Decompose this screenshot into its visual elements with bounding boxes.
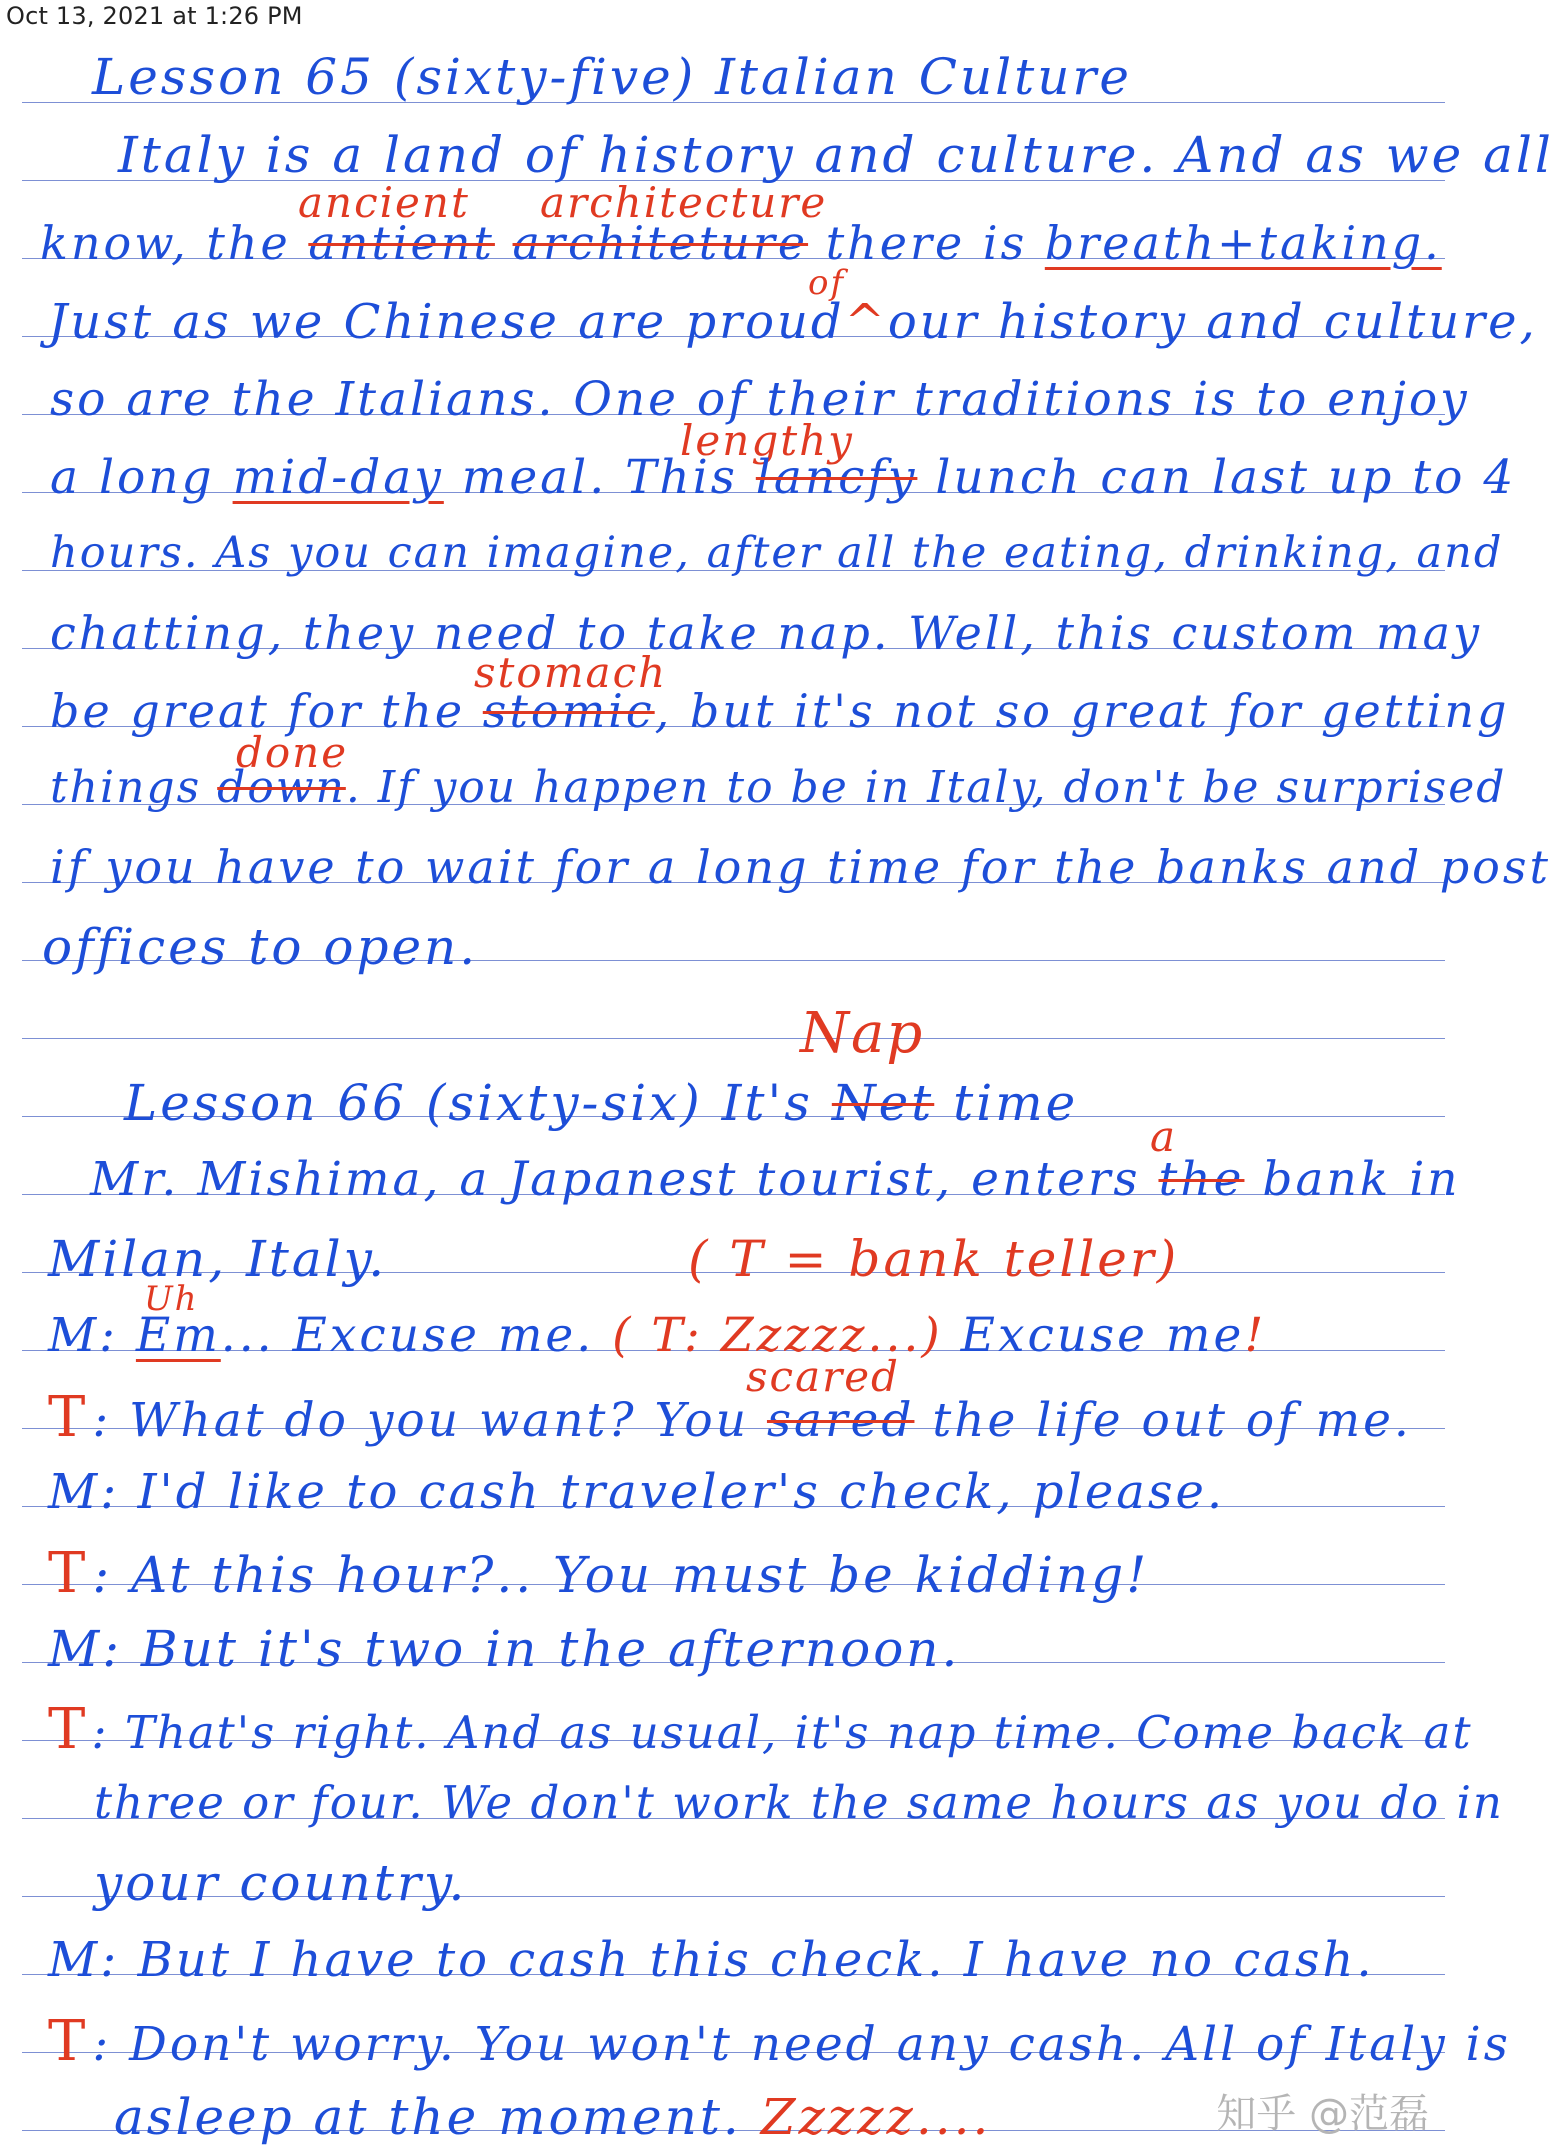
struck-word: lancfy	[755, 450, 918, 505]
correction-nap: Nap	[800, 1001, 925, 1066]
underlined-word: mid-day	[232, 450, 444, 505]
lesson66-title: Lesson 66 (sixty-six) It's Net time	[124, 1074, 1079, 1132]
lesson65-line: offices to open.	[42, 918, 479, 976]
struck-word: down	[217, 762, 346, 813]
snore-note: ( T: Zzzzz...)	[612, 1308, 943, 1363]
lesson65-title: Lesson 65 (sixty-five) Italian Culture	[92, 48, 1132, 106]
struck-word: architeture	[512, 216, 809, 270]
notebook-page	[0, 30, 1554, 2153]
ruled-line	[22, 1038, 1445, 1039]
lesson66-line: T: What do you want? You sared the life out of me.	[48, 1385, 1412, 1450]
lesson66-line: T: At this hour?.. You must be kidding!	[48, 1541, 1150, 1606]
struck-word: the	[1158, 1152, 1245, 1207]
lesson65-line: if you have to wait for a long time for the banks and post	[50, 840, 1551, 894]
lesson65-line: hours. As you can imagine, after all the eating, drinking, and	[50, 528, 1504, 578]
lesson66-line: three or four. We don't work the same hours as you do in	[94, 1776, 1504, 1829]
lesson65-line: know, the antient architeture there is breath+taking.	[40, 216, 1442, 270]
lesson65-line: so are the Italians. One of their traditions is to enjoy	[50, 372, 1470, 427]
lesson65-line: be great for the stomic, but it's not so great for getting	[50, 684, 1510, 738]
lesson65-line: Just as we Chinese are proud^our history and culture,	[48, 294, 1538, 350]
caret-mark: ^	[844, 294, 888, 350]
struck-word: Net	[831, 1074, 935, 1132]
teller-note: ( T = bank teller)	[688, 1230, 1180, 1288]
correction-architecture: architecture	[540, 178, 828, 227]
watermark: 知乎 @范磊	[1216, 2091, 1429, 2137]
correction-a: a	[1150, 1112, 1178, 1161]
lesson66-line: M: But it's two in the afternoon.	[48, 1620, 961, 1678]
speaker-teller: T	[48, 1697, 88, 1762]
lesson66-line: M: But I have to cash this check. I have no cash.	[48, 1932, 1375, 1988]
correction-uh: Uh	[144, 1279, 199, 1319]
correction-done: done	[236, 728, 349, 777]
underlined-word: Em	[135, 1308, 221, 1363]
lesson66-line: Mr. Mishima, a Japanest tourist, enters the bank in	[90, 1152, 1461, 1207]
lesson65-line: Italy is a land of history and culture. And as we all	[118, 126, 1554, 184]
lesson66-line: Milan, Italy.	[48, 1230, 388, 1288]
lesson65-line: things down. If you happen to be in Italy, don't be surprised	[50, 762, 1507, 813]
lesson66-line: T: That's right. And as usual, it's nap time. Come back at	[48, 1697, 1473, 1762]
struck-word: sared	[766, 1393, 915, 1448]
lesson66-line: T: Don't worry. You won't need any cash. All of Italy is	[48, 2009, 1511, 2074]
struck-word: stomic	[482, 684, 655, 738]
lesson66-line: your country.	[94, 1854, 468, 1912]
correction-lengthy: lengthy	[680, 416, 854, 465]
lesson66-line: asleep at the moment. Zzzzz....	[114, 2088, 992, 2146]
lesson65-line: a long mid-day meal. This lancfy lunch can last up to 4	[50, 450, 1517, 505]
snore-text: Zzzzz....	[760, 2088, 992, 2146]
correction-scared: scared	[746, 1352, 900, 1401]
underlined-word: breath+taking.	[1044, 216, 1442, 270]
insertion-of: of	[808, 263, 846, 303]
exclamation-mark: !	[1244, 1308, 1267, 1363]
speaker-teller: T	[48, 1385, 89, 1450]
struck-word: antient	[308, 216, 495, 270]
lesson66-line: M: Em... Excuse me. ( T: Zzzzz...) Excuse me!	[48, 1308, 1267, 1363]
timestamp: Oct 13, 2021 at 1:26 PM	[6, 2, 303, 30]
lesson65-line: chatting, they need to take nap. Well, this custom may	[50, 606, 1482, 660]
correction-stomach: stomach	[474, 648, 668, 697]
speaker-teller: T	[48, 2009, 89, 2074]
correction-ancient: ancient	[298, 178, 470, 227]
lesson66-line: M: I'd like to cash traveler's check, please.	[48, 1464, 1226, 1520]
speaker-teller: T	[48, 1541, 89, 1606]
